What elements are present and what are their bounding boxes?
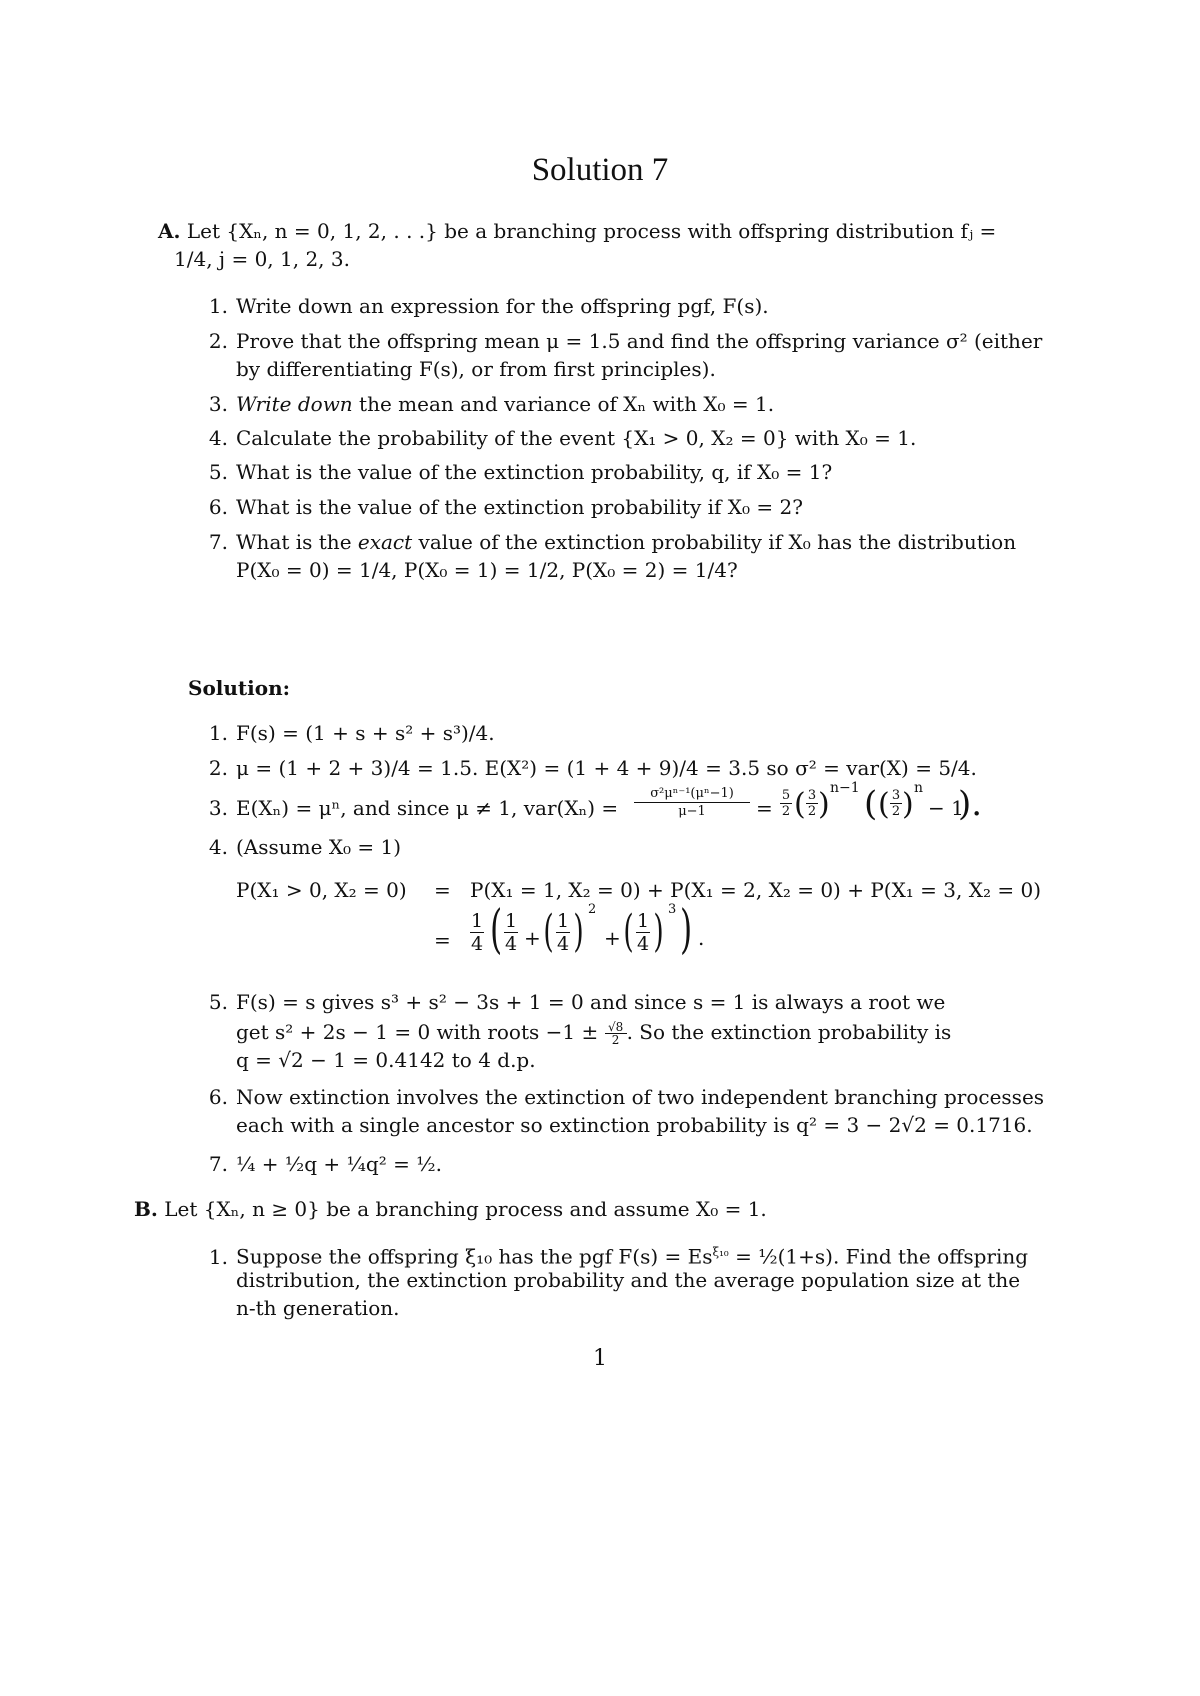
eq4-plus-1: + [524, 926, 541, 950]
frac-five-halves: 5 2 [781, 788, 791, 819]
question-3: 3. Write down the mean and variance of Xₙ with X₀ = 1. [208, 392, 775, 416]
question-4: 4. Calculate the probability of the event {X₁ > 0, X₂ = 0} with X₀ = 1. [208, 426, 917, 450]
solution-3-equals: = [756, 796, 773, 820]
minus-one: − 1 [928, 796, 964, 820]
question-7-line2: P(X₀ = 0) = 1/4, P(X₀ = 1) = 1/2, P(X₀ = 2) = 1/4? [236, 558, 738, 582]
page-number: 1 [593, 1346, 607, 1371]
fraction-bar [634, 802, 750, 803]
solution-5: 5. F(s) = s gives s³ + s² − 3s + 1 = 0 and since s = 1 is always a root we [208, 990, 946, 1014]
eq4-term3: 1 4 [636, 910, 650, 955]
solution-2: 2. μ = (1 + 2 + 3)/4 = 1.5. E(X²) = (1 + 4 + 9)/4 = 3.5 so σ² = var(X) = 5/4. [208, 756, 977, 780]
paren-open: ( [794, 787, 806, 822]
part-b-question-1-line2: distribution, the extinction probability and the average population size at the [236, 1268, 1021, 1292]
eq4-dot: . [698, 926, 705, 950]
solution-3-fraction: σ²μⁿ⁻¹(μⁿ−1) μ−1 [634, 786, 750, 819]
eq4-frac-quarter: 1 4 [470, 910, 484, 955]
eq4-term1: 1 4 [504, 910, 518, 955]
eq4-paren-open-3: ( [623, 906, 634, 957]
question-6: 6. What is the value of the extinction probability if X₀ = 2? [208, 495, 803, 519]
frac-three-halves-2: 3 2 [891, 788, 901, 819]
part-b-label: B. [134, 1197, 158, 1221]
big-paren-close: ). [958, 784, 983, 824]
eq4-exp-2: 2 [588, 902, 597, 917]
question-2: 2. Prove that the offspring mean μ = 1.5 and find the offspring variance σ² (either [208, 329, 1043, 353]
eq4-big-open: ( [490, 900, 503, 960]
solution-4: 4. (Assume X₀ = 1) [208, 835, 402, 859]
eq4-big-close: ) [680, 900, 693, 960]
solution-5-line2: get s² + 2s − 1 = 0 with roots −1 ± $\frac{√8}{2}$ . So the extinction probability is [236, 1020, 952, 1047]
part-a-intro-text: Let {Xₙ, n = 0, 1, 2, . . .} be a branching process with offspring distribution fⱼ = [186, 219, 997, 243]
solution-5-line3: q = √2 − 1 = 0.4142 to 4 d.p. [236, 1048, 536, 1072]
part-b-question-1: 1. Suppose the offspring ξ₁₀ has the pgf $F(s) = Es^{\xi_{10}}$ = ½(1+s). Find the offspring [208, 1244, 1029, 1269]
solution-3: 3. E(Xₙ) = μⁿ, and since μ ≠ 1, var(Xₙ) = [208, 796, 619, 820]
eq4-paren-open-2: ( [543, 906, 554, 957]
exponent-n-minus-1: n−1 [830, 780, 860, 796]
eq4-equals-1: = [434, 878, 451, 902]
eq4-paren-close-2: ) [573, 906, 584, 957]
part-b-intro: B. Let {Xₙ, n ≥ 0} be a branching process and assume X₀ = 1. [134, 1197, 767, 1221]
eq4-paren-close-3: ) [653, 906, 664, 957]
frac-three-halves: 3 2 [807, 788, 817, 819]
exponent-n: n [914, 780, 924, 796]
frac-sqrt8-over-2: $\frac{√8}{2}$ [605, 1021, 627, 1046]
question-1: 1. Write down an expression for the offspring pgf, F(s). [208, 294, 769, 318]
solution-7: 7. ¼ + ½q + ¼q² = ½. [208, 1152, 442, 1176]
eq4-term2: 1 4 [556, 910, 570, 955]
eq4-plus-2: + [604, 926, 621, 950]
eq4-rhs-1: P(X₁ = 1, X₂ = 0) + P(X₁ = 2, X₂ = 0) + P(X₁ = 3, X₂ = 0) [470, 878, 1041, 902]
paren-close-2: ) [902, 787, 914, 822]
solution-heading: Solution: [188, 676, 291, 700]
question-7: 7. What is the exact value of the extinction probability if X₀ has the distribution [208, 530, 1017, 554]
big-paren-open: ( [864, 784, 878, 824]
eq4-equals-2: = [434, 928, 451, 952]
paren-open-2: ( [878, 787, 890, 822]
question-5: 5. What is the value of the extinction probability, q, if X₀ = 1? [208, 460, 833, 484]
question-2-line2: by differentiating F(s), or from first principles). [236, 357, 716, 381]
eq4-lhs: P(X₁ > 0, X₂ = 0) [236, 878, 407, 902]
solution-1: 1. F(s) = (1 + s + s² + s³)/4. [208, 721, 495, 745]
part-a-intro-line1 [158, 217, 996, 245]
solution-6-line2: each with a single ancestor so extinction probability is q² = 3 − 2√2 = 0.1716. [236, 1113, 1033, 1137]
part-a-label: A. [158, 219, 181, 243]
solution-6: 6. Now extinction involves the extinction of two independent branching processes [208, 1085, 1045, 1109]
part-b-question-1-line3: n-th generation. [236, 1296, 400, 1320]
page-title: Solution 7 [531, 152, 669, 188]
part-a-intro-line2: 1/4, j = 0, 1, 2, 3. [174, 247, 350, 271]
paren-close: ) [818, 787, 830, 822]
eq4-exp-3: 3 [668, 902, 677, 917]
